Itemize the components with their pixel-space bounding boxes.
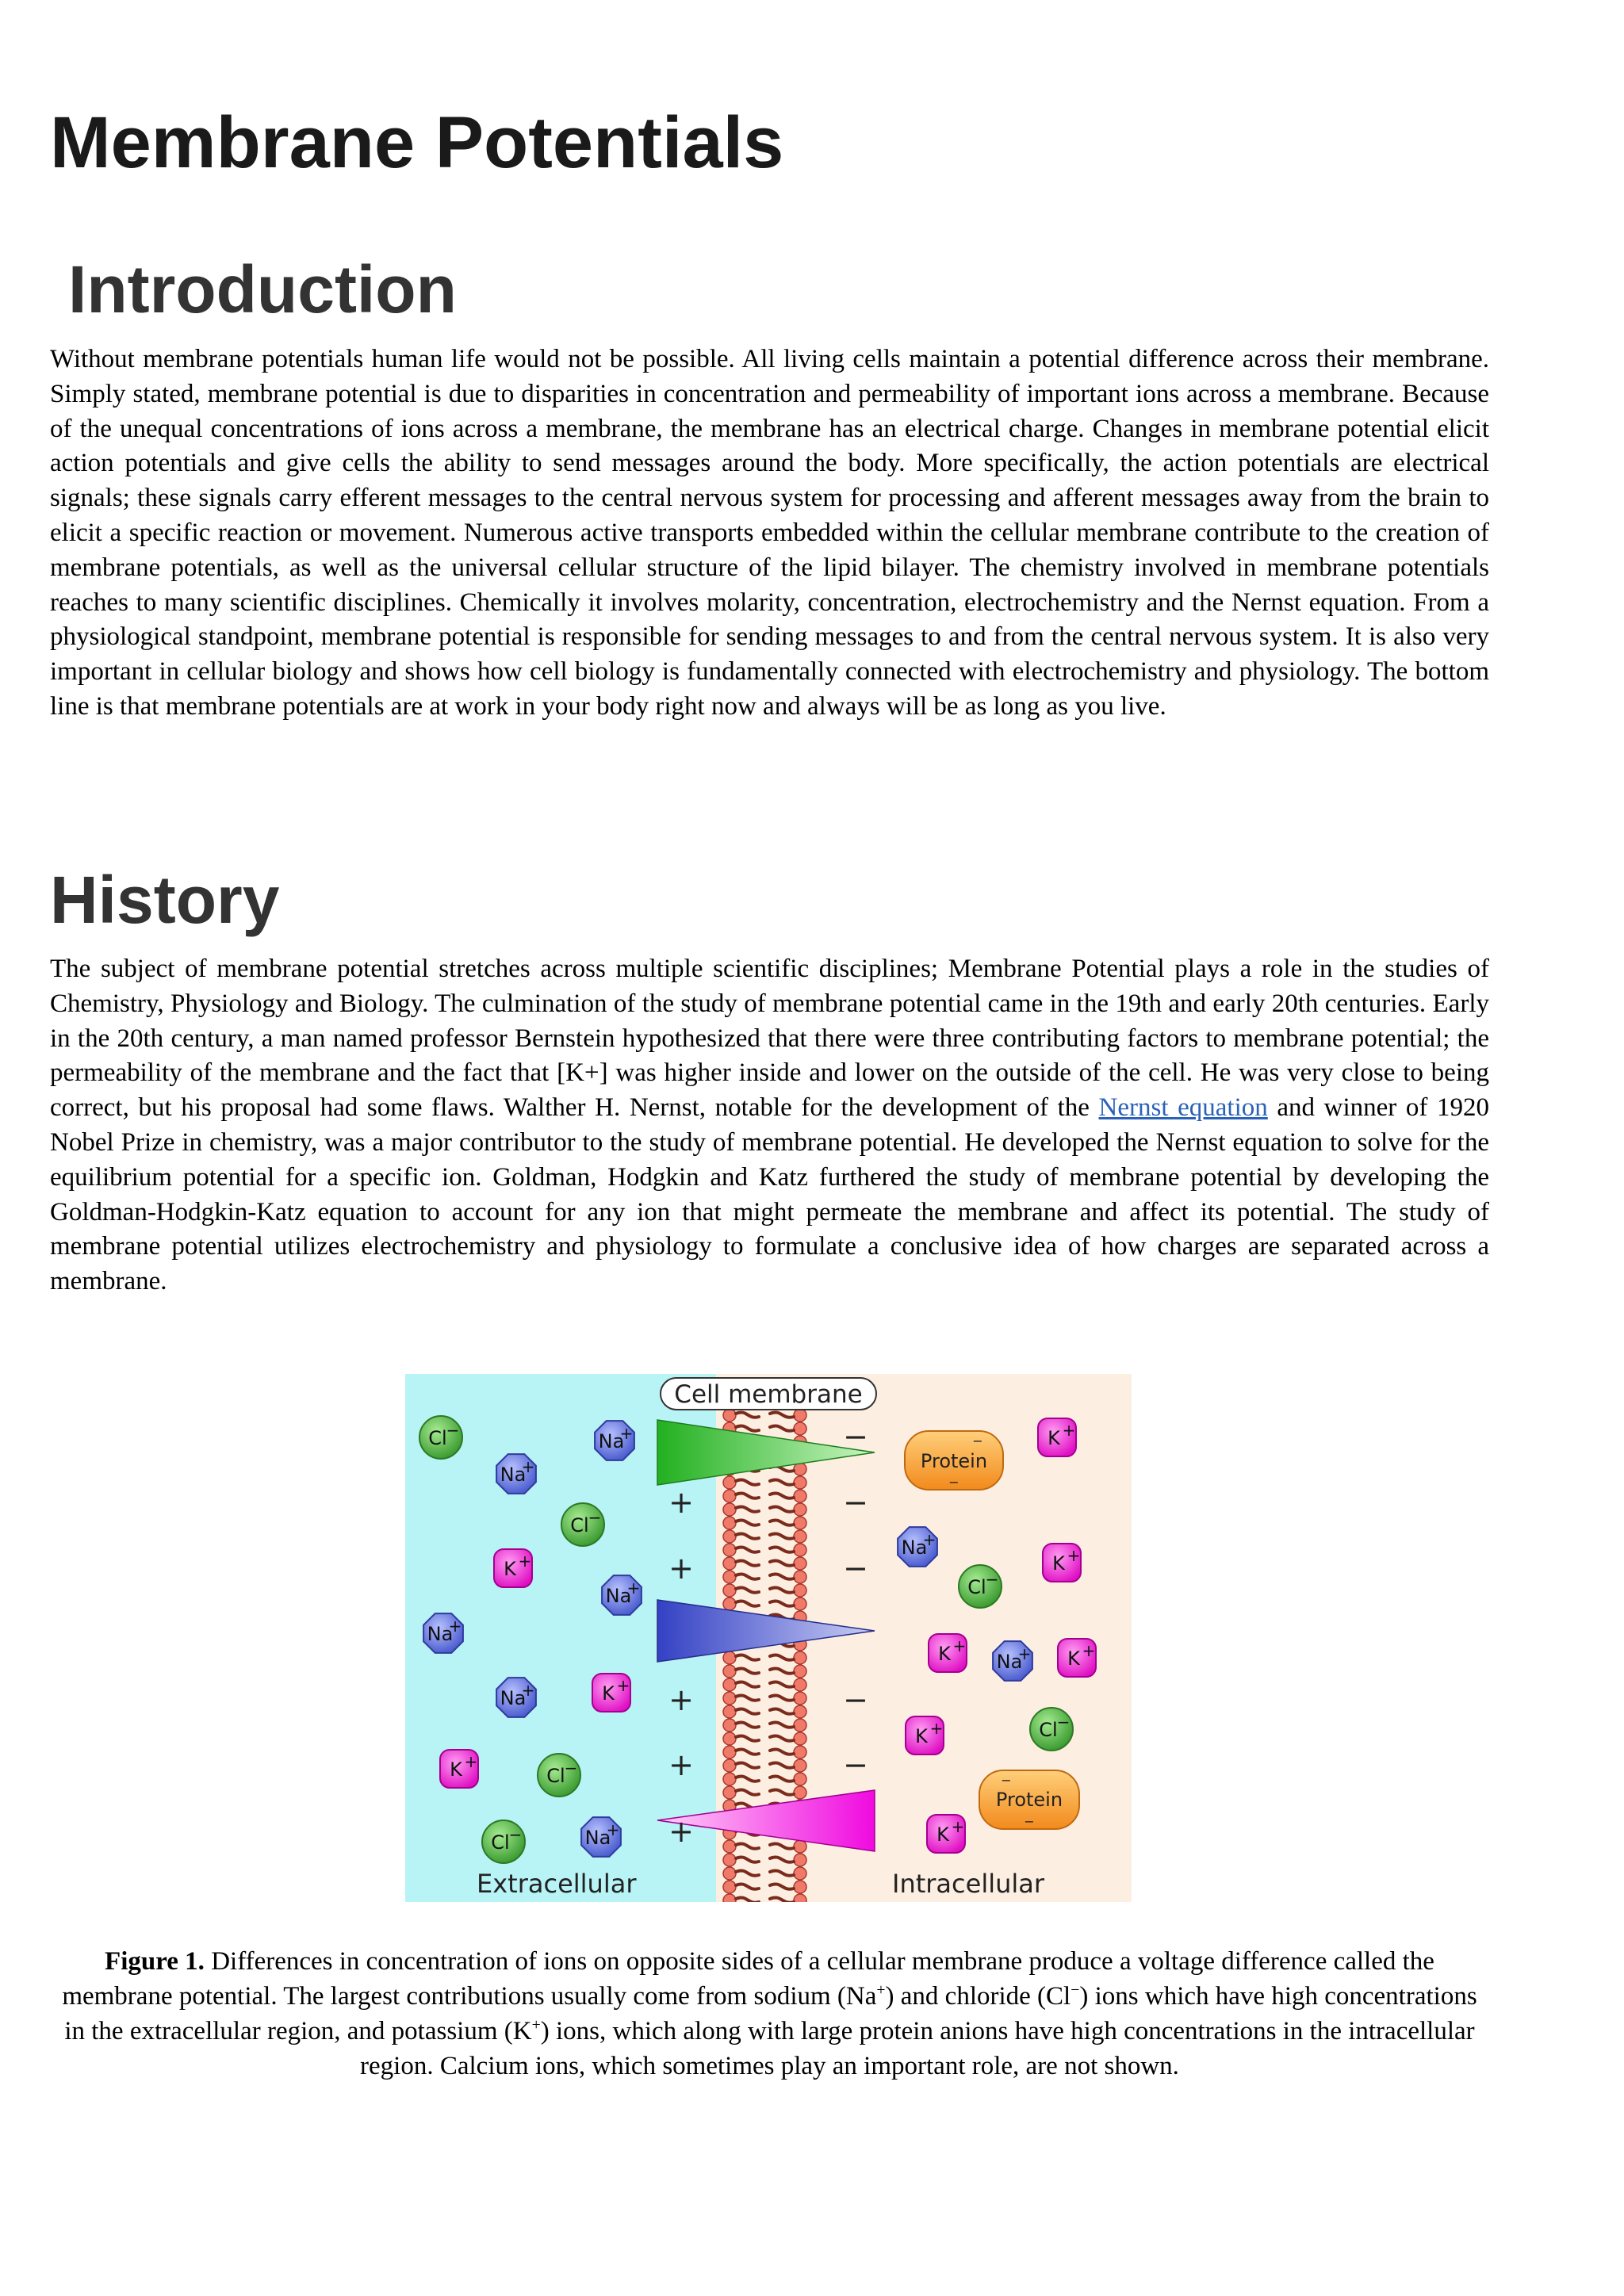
phospholipid-head bbox=[794, 1705, 806, 1718]
svg-text:−: − bbox=[948, 1475, 959, 1490]
plus-sign: + bbox=[668, 1551, 694, 1586]
phospholipid-head bbox=[723, 1490, 736, 1502]
svg-text:Na: Na bbox=[598, 1430, 625, 1452]
intracellular-label: Intracellular bbox=[892, 1869, 1045, 1899]
potassium-ion bbox=[906, 1716, 944, 1755]
phospholipid-head bbox=[723, 1517, 736, 1529]
potassium-ion bbox=[929, 1634, 967, 1672]
caption-text: Differences in concentration of ions on opposite sides of a cellular membrane produce a voltage difference called the membrane potential. The largest contributions usually come from sodium (Na bbox=[62, 1947, 1434, 2011]
potassium-ion bbox=[1058, 1639, 1096, 1677]
phospholipid-head bbox=[723, 1571, 736, 1583]
svg-text:−: − bbox=[985, 1570, 999, 1589]
phospholipid-head bbox=[723, 1557, 736, 1570]
phospholipid-head bbox=[794, 1732, 806, 1745]
section-heading-introduction: Introduction bbox=[68, 252, 457, 327]
potassium-ion bbox=[494, 1549, 532, 1587]
phospholipid-head bbox=[723, 1867, 736, 1880]
section-heading-history: History bbox=[50, 863, 280, 937]
plus-sign: + bbox=[668, 1747, 694, 1782]
sodium-ion bbox=[602, 1575, 642, 1615]
sodium-ion bbox=[581, 1817, 621, 1857]
minus-sign: − bbox=[843, 1551, 868, 1586]
svg-text:Cl: Cl bbox=[1039, 1719, 1058, 1741]
potassium-ion bbox=[1043, 1544, 1081, 1582]
history-text-part-2: and winner of 1920 Nobel Prize in chemistry, was a major contributor to the study of membrane potential. He developed the Nernst equation to solve for the equilibrium potential for a specific ion. Goldman, Hodgkin and Katz furthered the study of membrane potential by developing the Goldman-Hodgkin-Katz equation to account for any ion that might permeate the membrane and affect its potential. The study of membrane potential utilizes electrochemistry and physiology to formulate a conclusive idea of how charges are separated across a membrane. bbox=[50, 1093, 1490, 1296]
caption-text: ) ions which have high concentrations in the extracellular region, and potassium (K bbox=[64, 1982, 1477, 2045]
potassium-ion bbox=[927, 1815, 965, 1853]
history-paragraph bbox=[50, 952, 1489, 1299]
document-title: Membrane Potentials bbox=[50, 102, 784, 183]
chloride-ion bbox=[538, 1754, 580, 1797]
svg-text:K: K bbox=[602, 1682, 615, 1705]
phospholipid-head bbox=[723, 1692, 736, 1705]
phospholipid-head bbox=[794, 1759, 806, 1772]
phospholipid-head bbox=[794, 1476, 806, 1489]
phospholipid-head bbox=[794, 1598, 806, 1610]
svg-text:−: − bbox=[564, 1758, 578, 1777]
phospholipid-head bbox=[723, 1503, 736, 1516]
svg-text:+: + bbox=[521, 1457, 535, 1476]
nernst-equation-link[interactable]: Nernst equation bbox=[1098, 1093, 1268, 1123]
svg-text:−: − bbox=[1001, 1773, 1012, 1788]
svg-text:Na: Na bbox=[901, 1536, 928, 1559]
svg-text:−: − bbox=[446, 1421, 460, 1440]
phospholipid-head bbox=[794, 1571, 806, 1583]
phospholipid-head bbox=[794, 1854, 806, 1866]
phospholipid-head bbox=[723, 1840, 736, 1853]
plus-sign: + bbox=[668, 1682, 694, 1717]
caption-superscript: + bbox=[876, 1981, 886, 1999]
phospholipid-head bbox=[794, 1544, 806, 1556]
protein-anion bbox=[979, 1770, 1079, 1829]
phospholipid-head bbox=[794, 1503, 806, 1516]
svg-text:−: − bbox=[972, 1433, 983, 1448]
phospholipid-head bbox=[794, 1422, 806, 1435]
phospholipid-head bbox=[794, 1678, 806, 1691]
chloride-ion bbox=[959, 1565, 1002, 1608]
phospholipid-head bbox=[794, 1894, 806, 1902]
svg-text:+: + bbox=[616, 1676, 630, 1695]
sodium-ion bbox=[496, 1454, 536, 1494]
figure-caption-label: Figure 1. bbox=[105, 1947, 205, 1976]
phospholipid-head bbox=[723, 1732, 736, 1745]
plus-sign: + bbox=[668, 1814, 694, 1849]
svg-text:Na: Na bbox=[605, 1585, 632, 1607]
svg-text:Na: Na bbox=[500, 1464, 527, 1486]
svg-text:−: − bbox=[1056, 1712, 1071, 1732]
phospholipid-head bbox=[794, 1692, 806, 1705]
sodium-ion bbox=[496, 1678, 536, 1717]
phospholipid-head bbox=[723, 1476, 736, 1489]
minus-sign: − bbox=[843, 1485, 868, 1520]
chloride-ion bbox=[419, 1416, 462, 1459]
caption-superscript: + bbox=[531, 2016, 541, 2034]
svg-text:+: + bbox=[518, 1552, 532, 1571]
minus-sign: − bbox=[843, 1747, 868, 1782]
svg-text:K: K bbox=[915, 1725, 928, 1747]
minus-sign: − bbox=[843, 1682, 868, 1717]
svg-text:−: − bbox=[588, 1508, 602, 1527]
membrane-potential-figure bbox=[405, 1374, 1132, 1902]
caption-text: ) ions, which along with large protein anions have high concentrations in the intracellular region. Calcium ions, which sometimes play an important role, are not shown. bbox=[360, 2017, 1475, 2080]
potassium-ion bbox=[592, 1674, 630, 1712]
phospholipid-head bbox=[723, 1759, 736, 1772]
svg-text:+: + bbox=[448, 1617, 462, 1636]
phospholipid-head bbox=[794, 1530, 806, 1543]
phospholipid-head bbox=[723, 1773, 736, 1785]
phospholipid-head bbox=[723, 1705, 736, 1718]
svg-text:+: + bbox=[952, 1636, 967, 1655]
sodium-ion bbox=[993, 1641, 1032, 1681]
svg-text:Protein: Protein bbox=[920, 1450, 988, 1472]
svg-text:+: + bbox=[606, 1820, 620, 1839]
phospholipid-head bbox=[723, 1786, 736, 1799]
svg-text:+: + bbox=[521, 1681, 535, 1700]
svg-text:+: + bbox=[464, 1752, 478, 1771]
svg-text:Cl: Cl bbox=[546, 1765, 565, 1787]
svg-text:K: K bbox=[936, 1823, 949, 1846]
phospholipid-head bbox=[723, 1530, 736, 1543]
cell-membrane-label: Cell membrane bbox=[674, 1380, 863, 1409]
svg-text:Cl: Cl bbox=[428, 1427, 447, 1449]
sodium-ion bbox=[898, 1527, 937, 1567]
svg-text:+: + bbox=[1067, 1546, 1081, 1565]
phospholipid-head bbox=[794, 1719, 806, 1732]
svg-text:K: K bbox=[1048, 1427, 1060, 1449]
sodium-ion bbox=[423, 1613, 463, 1653]
svg-text:K: K bbox=[450, 1758, 462, 1781]
plus-sign: + bbox=[668, 1485, 694, 1520]
svg-text:Protein: Protein bbox=[995, 1789, 1063, 1811]
svg-text:+: + bbox=[1082, 1641, 1096, 1660]
svg-text:Na: Na bbox=[427, 1623, 454, 1645]
phospholipid-head bbox=[723, 1651, 736, 1664]
caption-superscript: − bbox=[1071, 1981, 1080, 1999]
phospholipid-head bbox=[794, 1517, 806, 1529]
potassium-ion bbox=[1038, 1418, 1076, 1456]
protein-anion bbox=[905, 1431, 1003, 1490]
phospholipid-head bbox=[723, 1881, 736, 1893]
chloride-ion bbox=[482, 1820, 525, 1863]
phospholipid-head bbox=[794, 1665, 806, 1678]
phospholipid-head bbox=[723, 1719, 736, 1732]
history-text-part-1: The subject of membrane potential stretches across multiple scientific disciplines; Membrane Potential plays a role in the studies of Chemistry, Physiology and Biology. The culmination of the study of membrane potential came in the 19th and early 20th centuries. Early in the 20th century, a man named professor Bernstein hypothesized that there were three contributing factors to membrane potential; the permeability of the membrane and the fact that [K+] was higher inside and lower on the outside of the cell. He was very close to being correct, but his proposal had some flaws. Walther H. Nernst, notable for the development of the bbox=[50, 955, 1489, 1123]
svg-text:−: − bbox=[1024, 1814, 1035, 1829]
svg-text:+: + bbox=[951, 1817, 965, 1836]
phospholipid-head bbox=[723, 1598, 736, 1610]
phospholipid-head bbox=[794, 1557, 806, 1570]
svg-text:K: K bbox=[1067, 1647, 1080, 1670]
phospholipid-head bbox=[794, 1840, 806, 1853]
phospholipid-head bbox=[794, 1786, 806, 1799]
phospholipid-head bbox=[723, 1854, 736, 1866]
svg-text:Na: Na bbox=[584, 1827, 611, 1849]
caption-text: ) and chloride (Cl bbox=[885, 1982, 1071, 2011]
sodium-ion bbox=[595, 1421, 634, 1460]
svg-text:Cl: Cl bbox=[570, 1514, 589, 1536]
phospholipid-head bbox=[794, 1867, 806, 1880]
svg-text:+: + bbox=[1017, 1644, 1032, 1663]
phospholipid-head bbox=[794, 1490, 806, 1502]
svg-text:Na: Na bbox=[500, 1687, 527, 1709]
svg-text:+: + bbox=[922, 1530, 936, 1549]
chloride-ion bbox=[561, 1503, 604, 1546]
introduction-paragraph: Without membrane potentials human life would not be possible. All living cells maintain a potential difference across their membrane. Simply stated, membrane potential is due to disparities in concentration and permeability of important ions across a membrane. Because of the unequal concentrations of ions across a membrane, the membrane has an electrical charge. Changes in membrane potential elicit action potentials and give cells the ability to send messages around the body. More specifically, the action potentials are electrical signals; these signals carry efferent messages to the central nervous system for processing and afferent messages away from the brain to elicit a specific reaction or movement. Numerous active transports embedded within the cellular membrane contribute to the creation of membrane potentials, as well as the universal cellular structure of the lipid bilayer. The chemistry involved in membrane potentials reaches to many scientific disciplines. Chemically it involves molarity, concentration, electrochemistry and the Nernst equation. From a physiological standpoint, membrane potential is responsible for sending messages to and from the central nervous system. It is also very important in cellular biology and shows how cell biology is fundamentally connected with electrochemistry and physiology. The bottom line is that membrane potentials are at work in your body right now and always will be as long as you live. bbox=[50, 345, 1489, 721]
phospholipid-head bbox=[723, 1409, 736, 1422]
phospholipid-head bbox=[794, 1773, 806, 1785]
phospholipid-head bbox=[723, 1544, 736, 1556]
svg-text:Cl: Cl bbox=[491, 1831, 510, 1854]
phospholipid-head bbox=[723, 1678, 736, 1691]
minus-sign: − bbox=[843, 1419, 868, 1454]
phospholipid-head bbox=[723, 1584, 736, 1597]
svg-text:+: + bbox=[626, 1578, 641, 1598]
phospholipid-head bbox=[794, 1409, 806, 1422]
potassium-ion bbox=[440, 1750, 478, 1788]
svg-text:+: + bbox=[1062, 1421, 1076, 1440]
svg-text:Cl: Cl bbox=[967, 1576, 986, 1598]
svg-text:K: K bbox=[1052, 1552, 1065, 1575]
figure-caption bbox=[50, 1944, 1489, 2084]
phospholipid-head bbox=[723, 1894, 736, 1902]
extracellular-label: Extracellular bbox=[477, 1869, 637, 1899]
phospholipid-head bbox=[794, 1584, 806, 1597]
svg-text:Na: Na bbox=[996, 1651, 1023, 1673]
svg-text:−: − bbox=[508, 1825, 523, 1844]
phospholipid-head bbox=[723, 1665, 736, 1678]
svg-text:+: + bbox=[619, 1424, 634, 1443]
phospholipid-head bbox=[723, 1746, 736, 1758]
svg-text:K: K bbox=[938, 1643, 951, 1665]
phospholipid-head bbox=[794, 1651, 806, 1664]
svg-text:K: K bbox=[504, 1558, 516, 1580]
svg-text:+: + bbox=[929, 1719, 944, 1738]
phospholipid-head bbox=[794, 1881, 806, 1893]
chloride-ion bbox=[1030, 1708, 1073, 1751]
phospholipid-head bbox=[794, 1746, 806, 1758]
